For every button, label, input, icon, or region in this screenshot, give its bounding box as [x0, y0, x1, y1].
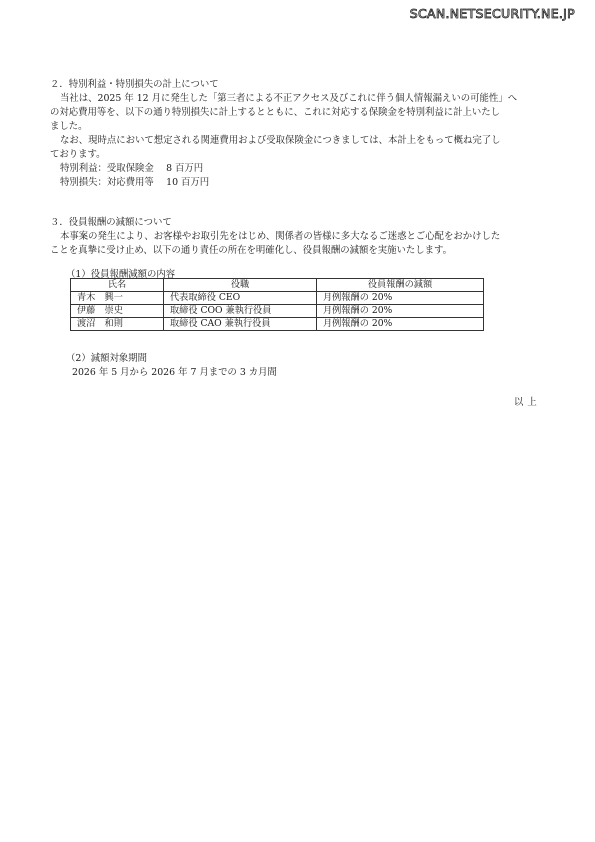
cell-reduction: 月例報酬の 20% [317, 305, 484, 318]
cell-reduction: 月例報酬の 20% [317, 292, 484, 305]
remuneration-table [70, 278, 484, 331]
section2-paragraph2-line1: なお、現時点において想定される関連費用および受取保険金につきましては、本計上をもって概ね完了し [60, 135, 501, 146]
table-row [71, 292, 484, 305]
cell-position: 取締役 CAO 兼執行役員 [164, 318, 317, 331]
header-name: 氏名 [71, 279, 164, 292]
watermark: SCAN.NETSECURITY.NE.JP [409, 6, 575, 21]
cell-name: 伊藤 崇史 [71, 305, 164, 318]
section2-paragraph2-line2: ております。 [50, 149, 106, 160]
section3-paragraph-line1: 本事案の発生により、お客様やお取引先をはじめ、関係者の皆様に多大なるご迷惑とご心配をおかけした [60, 231, 501, 242]
section3-heading: ３．役員報酬の減額について [50, 217, 172, 228]
table-header-row [71, 279, 484, 292]
cell-reduction: 月例報酬の 20% [317, 318, 484, 331]
closing-mark: 以上 [514, 397, 541, 408]
header-reduction: 役員報酬の減額 [317, 279, 484, 292]
section2-heading: ２．特別利益・特別損失の計上について [50, 79, 219, 90]
table-row [71, 318, 484, 331]
section3-paragraph-line2: ことを真摯に受け止め、以下の通り責任の所在を明確化し、役員報酬の減額を実施いたします。 [50, 245, 453, 256]
cell-position: 代表取締役 CEO [164, 292, 317, 305]
special-loss-item: 特別損失：対応費用等 10 百万円 [60, 177, 210, 188]
special-gain-item: 特別利益：受取保険金 8 百万円 [60, 163, 204, 174]
cell-name: 青木 興一 [71, 292, 164, 305]
table-row [71, 305, 484, 318]
section2-paragraph1-line2: の対応費用等を、以下の通り特別損失に計上するとともに、これに対応する保険金を特別利益に計上いたし [50, 107, 501, 118]
cell-position: 取締役 COO 兼執行役員 [164, 305, 317, 318]
header-position: 役職 [164, 279, 317, 292]
section2-paragraph1-line3: ました。 [50, 121, 88, 132]
section2-paragraph1-line1: 当社は、2025 年 12 月に発生した「第三者による不正アクセス及びこれに伴う個人情報漏えいの可能性」へ [60, 93, 517, 104]
cell-name: 渡沼 和則 [71, 318, 164, 331]
subsection2-heading: （2）減額対象期間 [66, 353, 147, 364]
reduction-period: 2026 年 5 月から 2026 年 7 月までの 3 カ月間 [72, 367, 277, 378]
subsection1-heading: （1）役員報酬減額の内容 [66, 269, 176, 280]
